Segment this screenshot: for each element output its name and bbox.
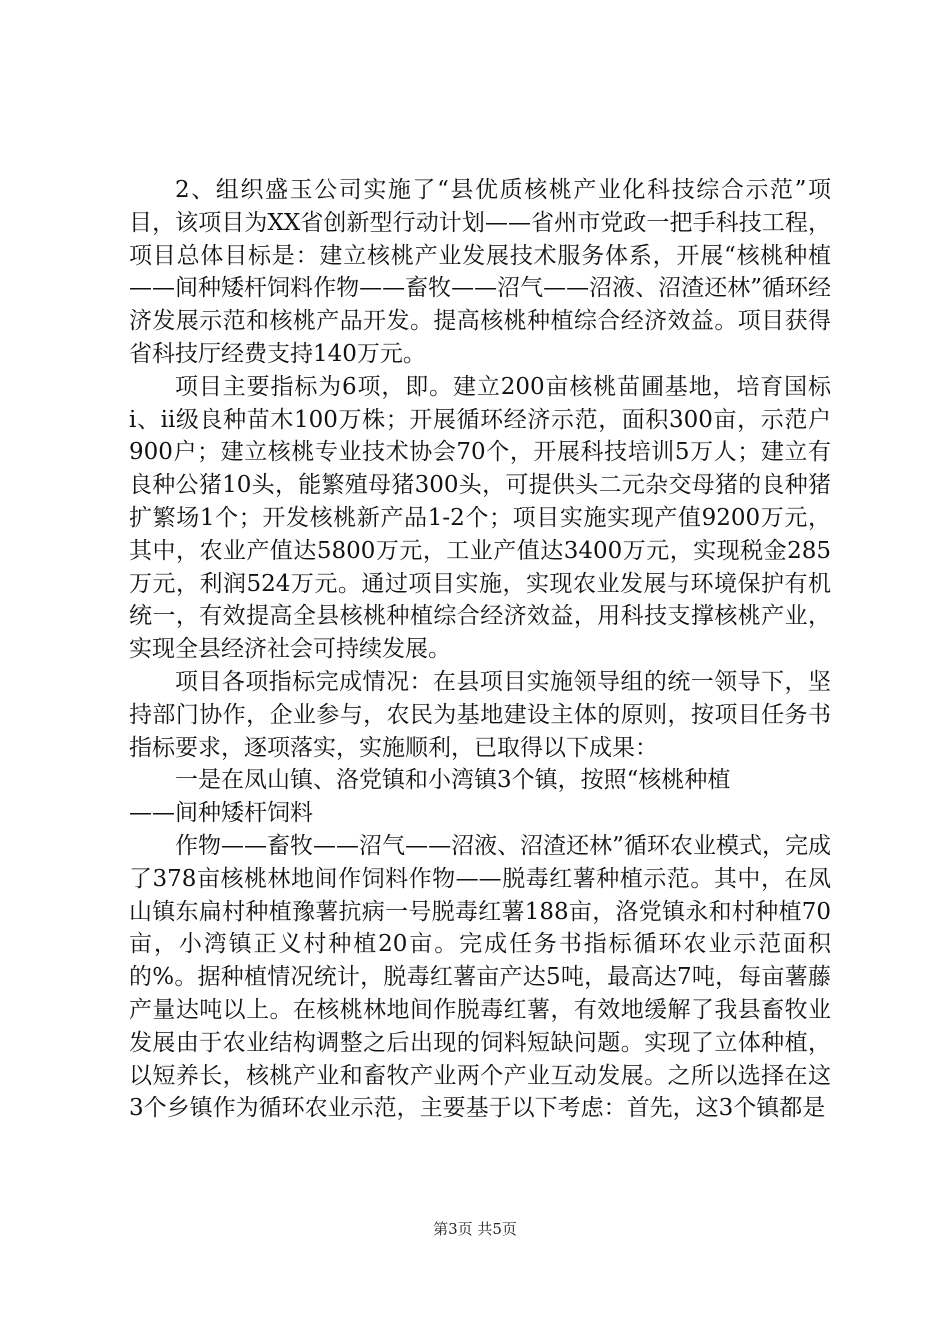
paragraph-circular-agriculture: 作物——畜牧——沼气——沼液、沼渣还林”循环农业模式，完成了378亩核桃林地间作饲料作物——脱毒红薯种植示范。其中，在凤山镇东扁村种植豫薯抗病一号脱毒红薯188亩，洛党镇永和村种植70亩，小湾镇正义村种植20亩。完成任务书指标循环农业示范面积的%。据种植情况统计，脱毒红薯亩产达5吨，最高达7吨，每亩薯藤产量达吨以上。在核桃林地间作脱毒红薯，有效地缓解了我县畜牧业发展由于农业结构调整之后出现的饲料短缺问题。实现了立体种植，以短养长，核桃产业和畜牧产业两个产业互动发展。之所以选择在这3个乡镇作为循环农业示范，主要基于以下考虑：首先，这3个镇都是 <box>129 832 831 1122</box>
page-number-footer: 第3页 共5页 <box>433 1220 517 1238</box>
paragraph-first-result-line-2: ——间种矮杆饲料 <box>129 800 313 827</box>
paragraph-first-result-line-1: 一是在凤山镇、洛党镇和小湾镇3个镇，按照“核桃种植 <box>175 767 731 794</box>
paragraph-completion-status: 项目各项指标完成情况：在县项目实施领导组的统一领导下，坚持部门协作，企业参与，农民为基地建设主体的原则，按项目任务书指标要求，逐项落实，实施顺利，已取得以下成果： <box>129 668 831 761</box>
paragraph-main-indicators: 项目主要指标为6项，即。建立200亩核桃苗圃基地，培育国标ⅰ、ⅱ级良种苗木100万株；开展循环经济示范，面积300亩，示范户900户；建立核桃专业技术协会70个，开展科技培训5万人；建立有良种公猪10头，能繁殖母猪300头，可提供头二元杂交母猪的良种猪扩繁场1个；开发核桃新产品1-2个；项目实施实现产值9200万元，其中，农业产值达5800万元，工业产值达3400万元，实现税金285万元，利润524万元。通过项目实施，实现农业发展与环境保护有机统一，有效提高全县核桃种植综合经济效益，用科技支撑核桃产业，实现全县经济社会可持续发展。 <box>129 373 831 663</box>
paragraph-project-overview: 2、组织盛玉公司实施了“县优质核桃产业化科技综合示范”项目，该项目为XX省创新型行动计划——省州市党政一把手科技工程，项目总体目标是：建立核桃产业发展技术服务体系，开展“核桃种植——间种矮杆饲料作物——畜牧——沼气——沼液、沼渣还林”循环经济发展示范和核桃产品开发。提高核桃种植综合经济效益。项目获得省科技厅经费支持140万元。 <box>129 177 831 367</box>
document-body <box>129 174 831 1125</box>
